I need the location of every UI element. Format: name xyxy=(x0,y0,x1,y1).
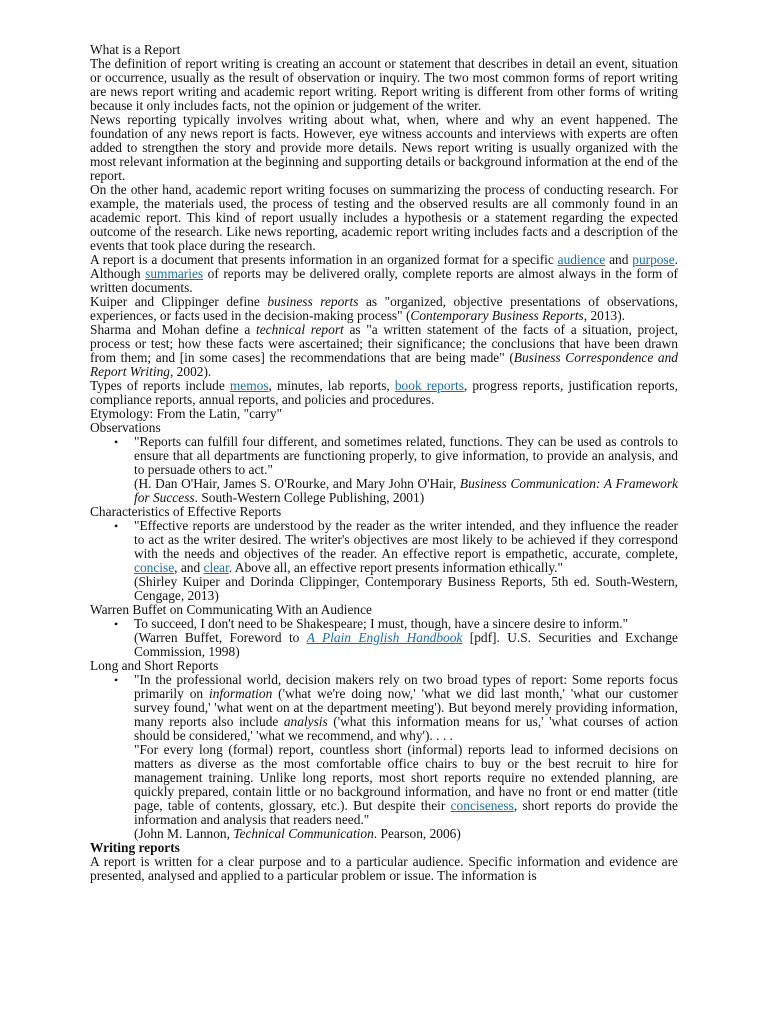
characteristics-quote: • "Effective reports are understood by the reader as the writer intended, and they influence the reader to act as the writer desired. The writer's objectives are most likely to be achieved if they correspond with the needs and objectives of the reader. An effective report is empathetic, accurate, complete, concise, and clear. Above all, an effective report presents information ethically." xyxy=(134,518,678,575)
types-paragraph: Types of reports include memos, minutes, lab reports, book reports, progress reports, justification reports, compliance reports, annual reports, and policies and procedures. xyxy=(90,378,678,407)
audience-link[interactable]: audience xyxy=(557,252,606,267)
characteristics-list xyxy=(90,519,678,603)
observations-list xyxy=(90,435,678,505)
observations-citation: (H. Dan O'Hair, James S. O'Rourke, and Mary John O'Hair, Business Communication: A Framework for Success. South-Western College Publishing, 2001) xyxy=(134,476,678,505)
intro-paragraph-1: The definition of report writing is creating an account or statement that describes in detail an event, situation or occurrence, usually as the result of observation or inquiry. The two most common forms of report writing are news report writing and academic report writing. Report writing is different from other forms of writing because it only includes facts, not the opinion or judgement of the writer. xyxy=(90,56,678,113)
etymology-line: Etymology: From the Latin, "carry" xyxy=(90,406,283,421)
conciseness-link[interactable]: conciseness xyxy=(450,798,514,813)
long-short-citation: (John M. Lannon, Technical Communication. Pearson, 2006) xyxy=(134,826,461,841)
long-short-quote-1: • "In the professional world, decision makers rely on two broad types of report: Some reports focus primarily on information ('what we're doing now,' 'what we did last month,' 'what our customer survey found,' 'what went on at the department meeting'). But beyond merely providing information, many reports also include analysis ('what this information means for us,' 'what courses of action should be considered,' 'what we recommend, and why'). . . . xyxy=(134,672,678,743)
warren-buffet-heading: Warren Buffet on Communicating With an Audience xyxy=(90,602,372,617)
sharma-mohan-paragraph: Sharma and Mohan define a technical report as "a written statement of the facts of a situation, project, process or test; how these facts were ascertained; their significance; the conclusions that have been drawn from them; and [in some cases] the recommendations that are being made" (Business Correspondence and Report Writing, 2002). xyxy=(90,322,679,379)
clear-link[interactable]: clear xyxy=(203,560,229,575)
long-short-list xyxy=(90,673,678,841)
kuiper-clippinger-paragraph: Kuiper and Clippinger define business reports as "organized, objective presentations of observations, experiences, or facts used in the decision-making process" (Contemporary Business Reports, 2013). xyxy=(90,294,678,323)
observations-heading: Observations xyxy=(90,420,161,435)
summaries-link[interactable]: summaries xyxy=(145,266,204,281)
definition-paragraph: A report is a document that presents information in an organized format for a specific audience and purpose. Although summaries of reports may be delivered orally, complete reports are almost always in the form of written documents. xyxy=(90,252,679,295)
characteristics-heading: Characteristics of Effective Reports xyxy=(90,504,282,519)
intro-paragraph-3: On the other hand, academic report writing focuses on summarizing the process of conducting research. For example, the materials used, the process of testing and the observed results are all commonly found in an academic report. This kind of report usually includes a hypothesis or a statement regarding the expected outcome of the research. Like news reporting, academic report writing includes facts and a description of the events that took place during the research. xyxy=(90,182,678,253)
warren-buffet-citation: (Warren Buffet, Foreword to A Plain English Handbook [pdf]. U.S. Securities and Exchange Commission, 1998) xyxy=(134,630,678,659)
list-item xyxy=(134,673,678,841)
warren-buffet-quote: • To succeed, I don't need to be Shakespeare; I must, though, have a sincere desire to inform." xyxy=(134,616,629,631)
list-item xyxy=(134,519,678,603)
plain-english-handbook-link[interactable]: A Plain English Handbook xyxy=(306,630,463,645)
writing-reports-paragraph: A report is written for a clear purpose and to a particular audience. Specific information and evidence are presented, analysed and applied to a particular problem or issue. The information is xyxy=(90,854,678,883)
long-short-heading: Long and Short Reports xyxy=(90,658,219,673)
characteristics-citation: (Shirley Kuiper and Dorinda Clippinger, Contemporary Business Reports, 5th ed. South-Western, Cengage, 2013) xyxy=(134,574,678,603)
intro-paragraph-2: News reporting typically involves writing about what, when, where and why an event happened. The foundation of any news report is facts. However, eye witness accounts and interviews with experts are often added to strengthen the story and provide more details. News report writing is usually organized with the most relevant information at the beginning and supporting details or background information at the end of the report. xyxy=(90,112,678,183)
writing-reports-heading: Writing reports xyxy=(90,840,180,855)
purpose-link[interactable]: purpose xyxy=(632,252,675,267)
book-reports-link[interactable]: book reports xyxy=(394,378,464,393)
memos-link[interactable]: memos xyxy=(229,378,269,393)
concise-link[interactable]: concise xyxy=(134,560,175,575)
list-item xyxy=(134,435,678,505)
page-title: What is a Report xyxy=(90,42,181,57)
long-short-quote-2: "For every long (formal) report, countless short (informal) reports lead to informed decisions on matters as diverse as the most comfortable office chairs to buy or the best recruit to hire for management training. Unlike long reports, most short reports require no extended planning, are quickly prepared, contain little or no background information, and have no front or end matter (title page, table of contents, glossary, etc.). But despite their conciseness, short reports do provide the information and analysis that readers need." xyxy=(134,742,678,827)
document-page xyxy=(90,43,678,883)
observations-quote: • "Reports can fulfill four different, and sometimes related, functions. They can be used as controls to ensure that all departments are functioning properly, to give information, to provide an analysis, and to persuade others to act." xyxy=(134,434,678,477)
list-item xyxy=(134,617,678,659)
warren-buffet-list xyxy=(90,617,678,659)
